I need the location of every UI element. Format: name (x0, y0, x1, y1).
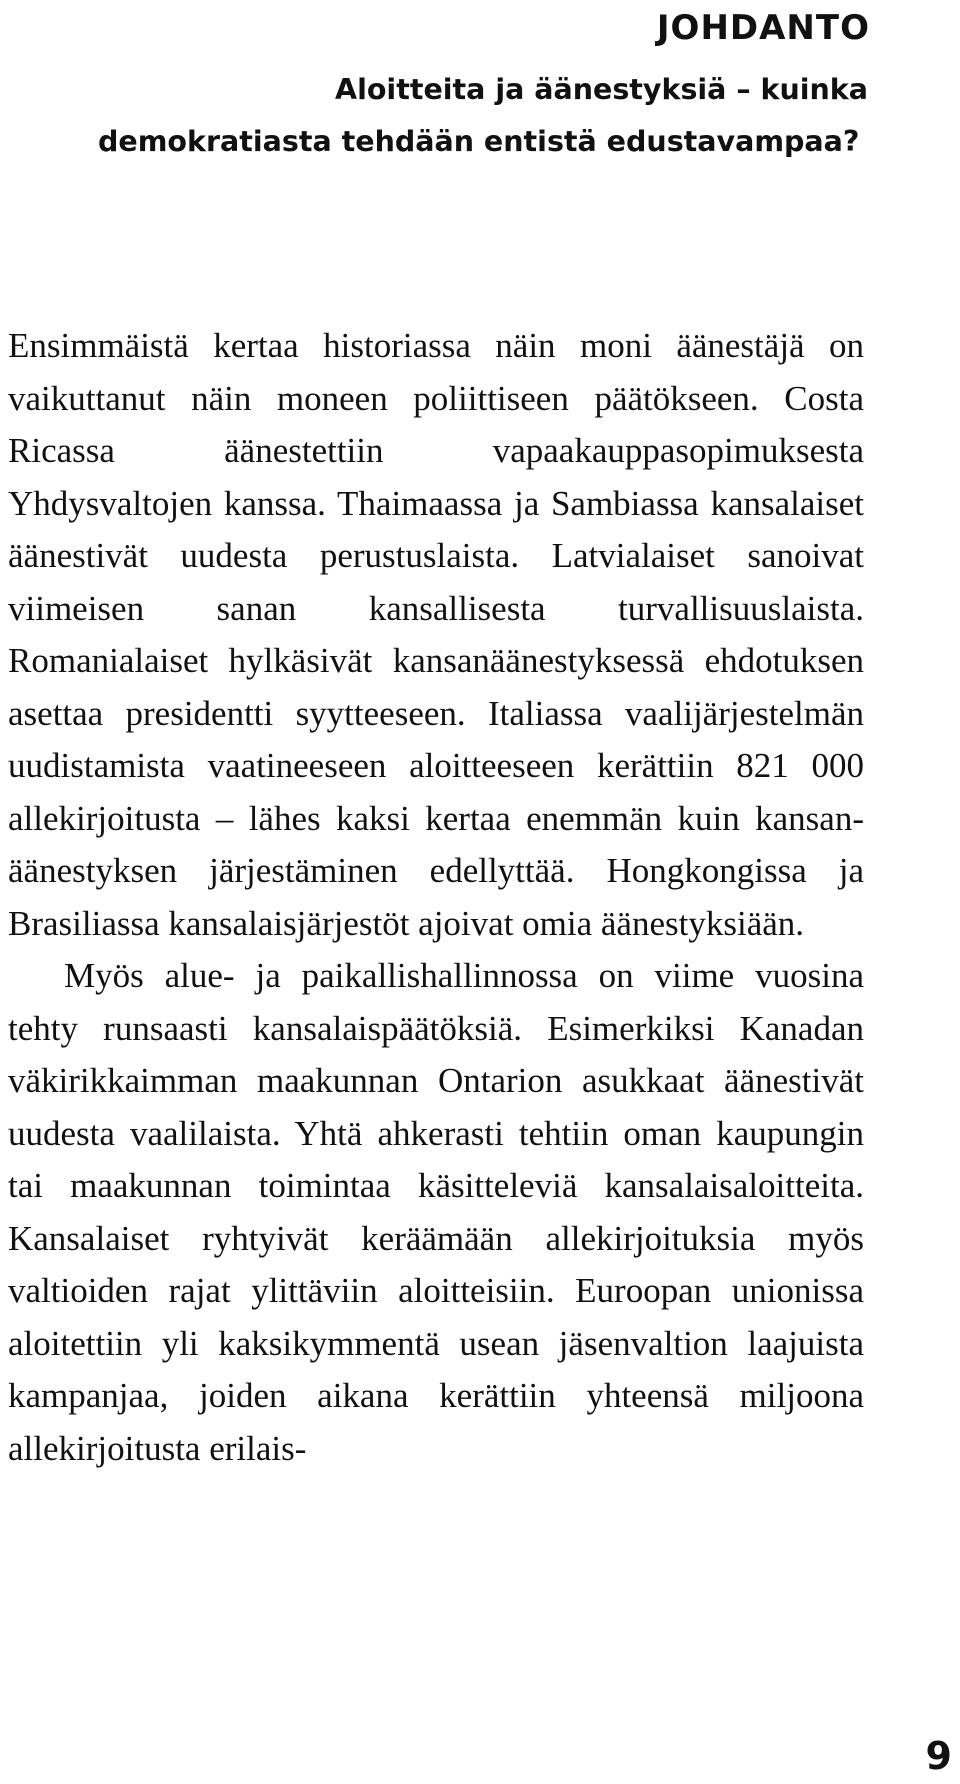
chapter-title (98, 64, 868, 168)
page-number: 9 (925, 1734, 952, 1778)
paragraph-2: Myös alue- ja paikallishallinnossa on viime vuosina tehty runsaasti kansalaispäätöksiä. Esimerkiksi Kanadan väkirikkaimman maakunnan Ontarion asukkaat äänestivät uudesta vaalilaista. Yhtä ahkerasti tehtiin oman kaupungin tai maakunnan toimintaa käsitteleviä kansalaisaloitteita. Kansalaiset ryhtyivät keräämään allekirjoituksia myös valtioiden rajat ylittäviin aloitteisiin. Euroopan unionissa aloitettiin yli kaksikymmentä usean jäsenvaltion laajuista kampanjaa, joiden aikana kerättiin yhteensä miljoona allekirjoitusta erilais- (8, 956, 864, 1468)
body-text (8, 320, 864, 1475)
chapter-title-line-2: demokratiasta tehdään entistä edustavampaa? (98, 125, 860, 158)
chapter-label: JOHDANTO (656, 8, 870, 48)
chapter-title-line-1: Aloitteita ja äänestyksiä – kuinka (335, 73, 868, 106)
paragraph-1: Ensimmäistä kertaa historiassa näin moni äänestäjä on vaikuttanut näin moneen poliittiseen päätökseen. Costa Ricassa äänestettiin vapaakauppasopimuksesta Yhdysvaltojen kanssa. Thaimaassa ja Sambiassa kansalaiset äänestivät uudesta perustuslaista. Latvialaiset sanoivat viimeisen sanan kansallisesta turvallisuuslaista. Romanialaiset hylkäsivät kansanäänestyksessä ehdotuksen asettaa presidentti syytteeseen. Italiassa vaalijärjestelmän uudistamista vaatineeseen aloitteeseen kerättiin 821 000 allekirjoitusta – lähes kaksi kertaa enemmän kuin kansanäänestyksen järjestäminen edellyttää. Hongkongissa ja Brasiliassa kansalaisjärjestöt ajoivat omia äänestyksiään. (8, 326, 864, 943)
